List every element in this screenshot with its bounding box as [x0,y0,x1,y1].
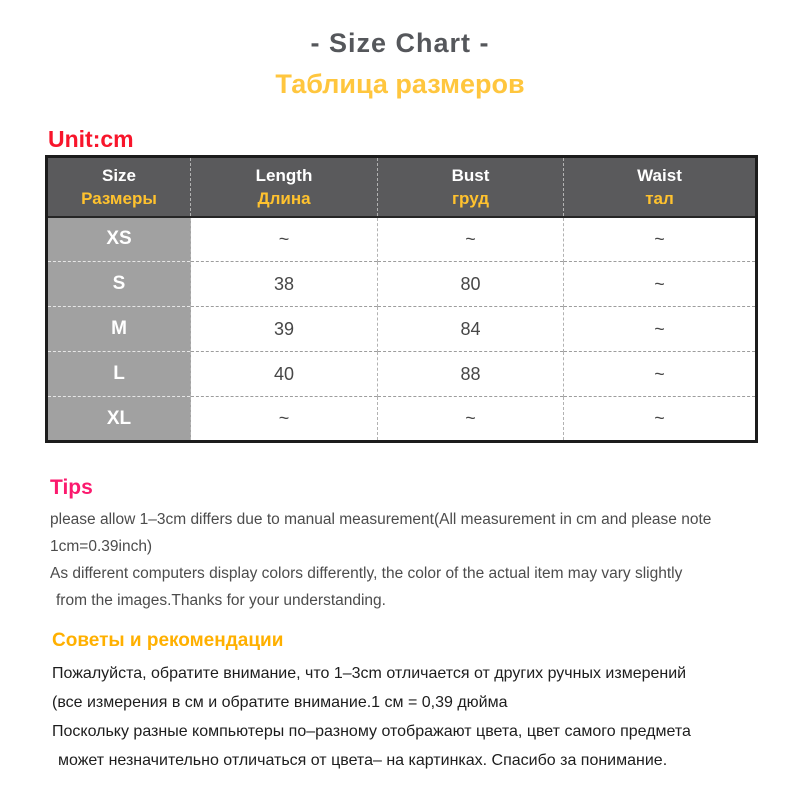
table-row [47,262,757,307]
size-label-cell: L [47,352,191,397]
header-waist-en: Waist [637,165,682,185]
measurement-cell: ~ [564,262,757,307]
tips-text-russian [52,659,691,775]
measurement-cell: ~ [564,352,757,397]
tips-en-line: As different computers display colors differently, the color of the actual item may vary slightly [50,565,683,582]
header-bust-ru: груд [451,188,490,208]
measurement-cell: 40 [191,352,378,397]
header-cell-waist [564,157,757,217]
measurement-cell: ~ [378,397,564,442]
measurement-cell: ~ [564,397,757,442]
header-cell-bust [378,157,564,217]
tips-text-english [50,506,711,614]
measurement-cell: 39 [191,307,378,352]
tips-en-line: please allow 1–3cm differs due to manual measurement(All measurement in cm and please note [50,511,712,528]
tips-en-line: from the images.Thanks for your understanding. [56,592,386,609]
size-label-cell: XS [47,217,191,262]
table-row [47,307,757,352]
page-title-english: - Size Chart - [310,28,490,58]
header-row [47,157,757,217]
table-row [47,397,757,442]
header-cell-length [191,157,378,217]
header-size-ru: Размеры [81,188,157,208]
measurement-cell: 80 [378,262,564,307]
tips-ru-line: Поскольку разные компьютеры по–разному отображают цвета, цвет самого предмета [52,723,691,740]
tips-heading-russian: Советы и рекомендации [52,630,284,651]
size-chart-header [47,157,757,217]
size-label-cell: XL [47,397,191,442]
header-bust-en: Bust [451,165,490,185]
header-size-en: Size [101,165,137,185]
measurement-cell: ~ [564,307,757,352]
table-row [47,352,757,397]
tips-en-line: 1cm=0.39inch) [50,538,153,555]
tips-ru-line: может незначительно отличаться от цвета– на картинках. Спасибо за понимание. [58,752,668,769]
measurement-cell: 88 [378,352,564,397]
unit-label: Unit:cm [48,126,134,152]
header-cell-size [47,157,191,217]
table-row [47,217,757,262]
header-length-en: Length [255,165,313,185]
tips-ru-line: (все измерения в см и обратите внимание.1 см = 0,39 дюйма [52,694,508,711]
tips-heading-english: Tips [50,476,93,499]
size-chart-body [47,217,757,442]
size-label-cell: M [47,307,191,352]
measurement-cell: ~ [191,397,378,442]
tips-ru-line: Пожалуйста, обратите внимание, что 1–3cm отличается от других ручных измерений [52,665,687,682]
page-title-russian: Таблица размеров [275,69,525,99]
header-waist-ru: тал [645,188,674,208]
size-label-cell: S [47,262,191,307]
measurement-cell: 38 [191,262,378,307]
measurement-cell: ~ [378,217,564,262]
measurement-cell: 84 [378,307,564,352]
size-chart-table [45,155,758,443]
measurement-cell: ~ [564,217,757,262]
measurement-cell: ~ [191,217,378,262]
header-length-ru: Длина [257,188,311,208]
